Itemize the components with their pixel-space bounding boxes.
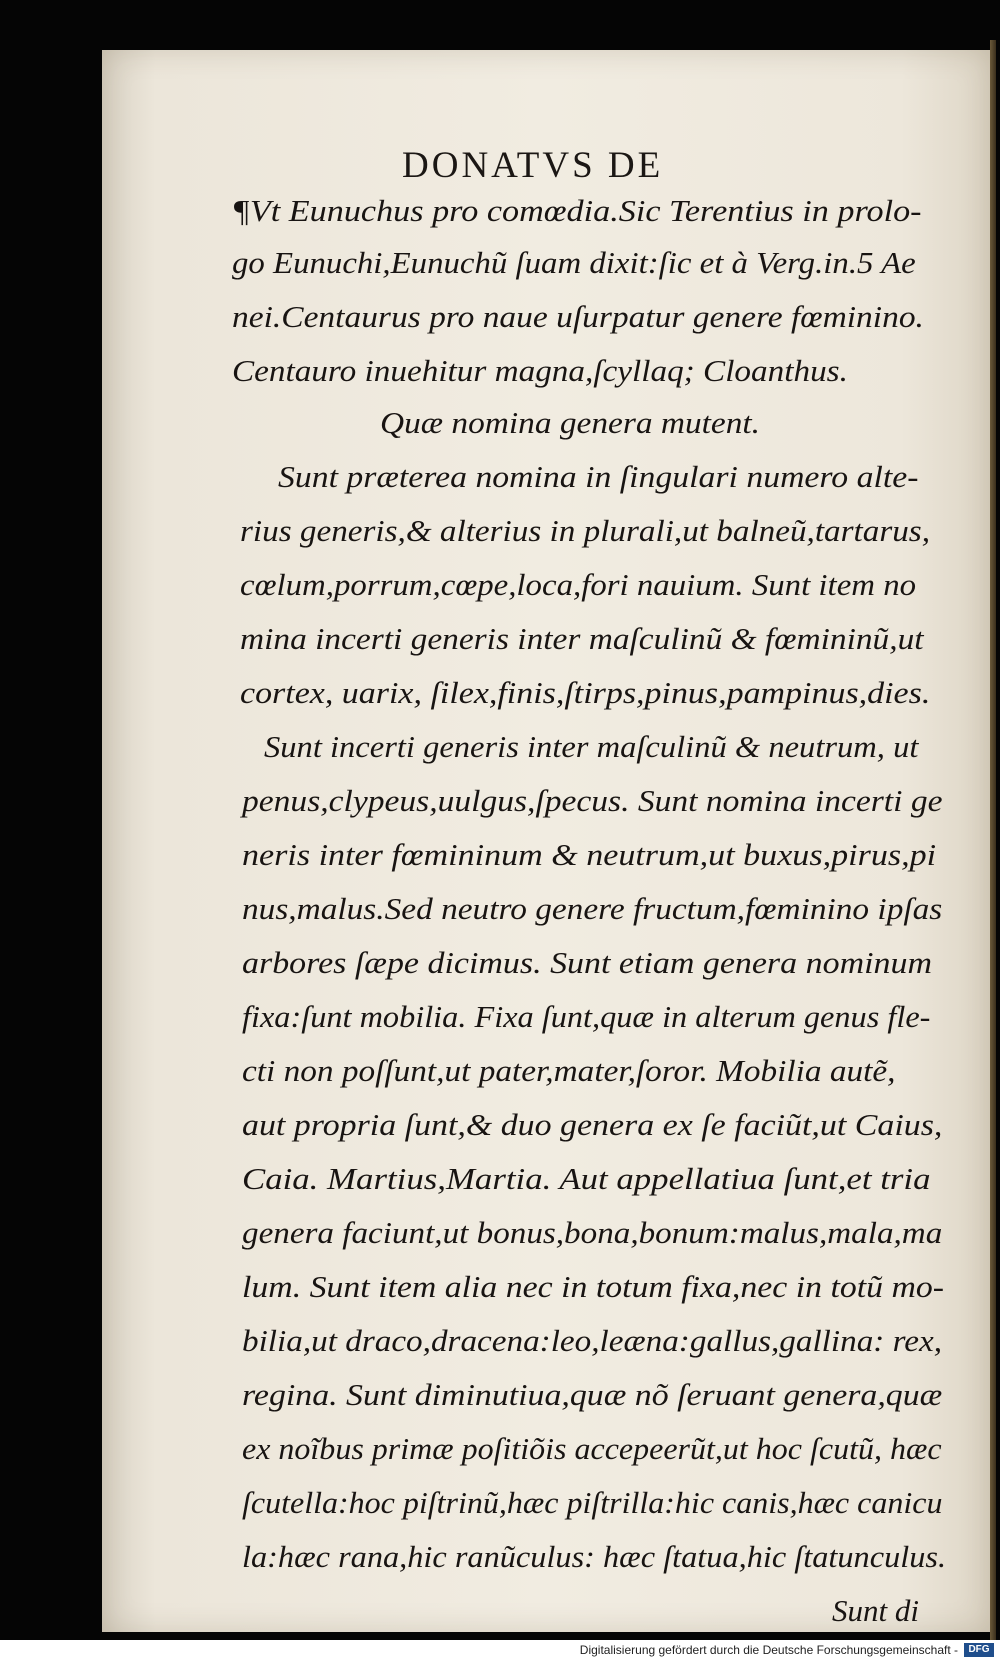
text-line: penus,clypeus,uulgus,ſpecus. Sunt nomina incerti ge [242,783,943,818]
text-line: cti non poſſunt,ut pater,mater,ſoror. Mobilia autẽ, [242,1053,896,1088]
footer-credit: Digitalisierung gefördert durch die Deutsche Forschungsgemeinschaft - [579,1643,958,1657]
text-line: lum. Sunt item alia nec in totum fixa,nec in totũ mo- [242,1269,945,1304]
text-line: cœlum,porrum,cœpe,loca,fori nauium. Sunt item no [240,567,917,602]
text-line: bilia,ut draco,dracena:leo,leæna:gallus,gallina: rex, [242,1323,943,1358]
text-line: ¶Vt Eunuchus pro comœdia.Sic Terentius in prolo- [232,193,922,228]
text-line: regina. Sunt diminutiua,quæ nõ ſeruant genera,quæ [242,1377,943,1412]
text-line: nus,malus.Sed neutro genere fructum,fœminino ipſas [242,891,943,926]
text-line: Sunt incerti generis inter maſculinũ & neutrum, ut [264,729,919,764]
text-line: Quæ nomina genera mutent. [380,405,761,440]
text-line: go Eunuchi,Eunuchũ ſuam dixit:ſic et à Verg.in.5 Ae [232,245,916,280]
digitization-footer [0,1640,1000,1661]
text-line: fixa:ſunt mobilia. Fixa ſunt,quæ in alterum genus fle- [242,999,931,1034]
text-line: cortex, uarix, ſilex,finis,ſtirps,pinus,pampinus,dies. [240,675,931,710]
text-line: nei.Centaurus pro naue uſurpatur genere fœminino. [232,299,924,334]
text-line: Caia. Martius,Martia. Aut appellatiua ſunt,et tria [242,1161,931,1196]
text-line: neris inter fœmininum & neutrum,ut buxus,pirus,pi [242,837,937,872]
text-line: arbores ſæpe dicimus. Sunt etiam genera nominum [242,945,932,980]
text-line: rius generis,& alterius in plurali,ut balneũ,tartarus, [240,513,931,548]
text-line: Sunt præterea nomina in ſingulari numero alte- [278,459,919,494]
text-line: Centauro inuehitur magna,ſcyllaq; Cloanthus. [232,353,848,388]
text-line: ex noĩbus primæ poſitiõis accepeerũt,ut hoc ſcutũ, hæc [242,1431,942,1466]
text-line: genera faciunt,ut bonus,bona,bonum:malus,mala,ma [242,1215,943,1250]
text-line: mina incerti generis inter maſculinũ & fœmininũ,ut [240,621,924,656]
catchword: Sunt di [832,1593,919,1628]
dfg-logo: DFG [964,1643,994,1657]
text-line: ſcutella:hoc piſtrinũ,hæc piſtrilla:hic canis,hæc canicu [242,1485,943,1520]
text-line: la:hæc rana,hic ranũculus: hæc ſtatua,hic ſtatunculus. [242,1539,947,1574]
running-head: DONATVS DE [402,145,664,186]
text-line: aut propria ſunt,& duo genera ex ſe faciũt,ut Caius, [242,1107,943,1142]
